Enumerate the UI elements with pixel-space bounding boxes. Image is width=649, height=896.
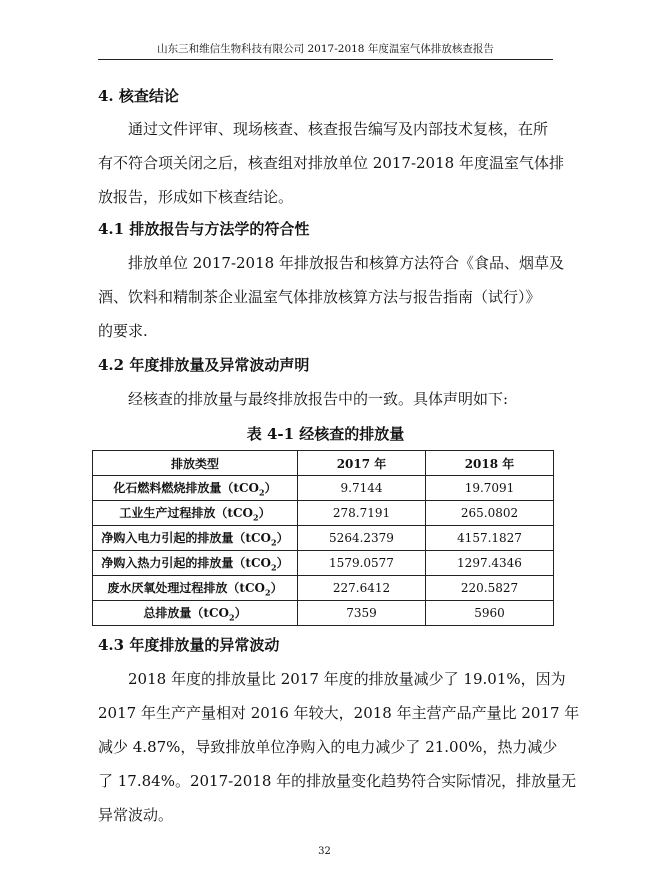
page-number: 32 (318, 846, 331, 857)
section-heading-4-1: 4.1 排放报告与方法学的符合性 (98, 220, 310, 238)
column-header: 排放类型 (93, 451, 298, 476)
row-label: 净购入热力引起的排放量（tCO$_2$） (93, 551, 298, 576)
paragraph-line: 了 17.84%。2017-2018 年的排放量变化趋势符合实际情况，排放量无 (98, 772, 577, 790)
paragraph-line: 减少 4.87%，导致排放单位净购入的电力减少了 21.00%，热力减少 (98, 738, 558, 756)
row-label: 废水厌氧处理过程排放（tCO$_2$） (93, 576, 298, 601)
column-header: 2017 年 (298, 451, 426, 476)
table-header-row (93, 451, 554, 476)
running-header: 山东三和维信生物科技有限公司 2017-2018 年度温室气体排放核查报告 (98, 42, 553, 60)
cell-2018: 19.7091 (426, 476, 554, 501)
row-label: 工业生产过程排放（tCO$_2$） (93, 501, 298, 526)
paragraph-line: 异常波动。 (98, 806, 174, 824)
paragraph-line: 有不符合项关闭之后，核查组对排放单位 2017-2018 年度温室气体排 (98, 154, 564, 172)
column-header: 2018 年 (426, 451, 554, 476)
cell-2017: 9.7144 (298, 476, 426, 501)
row-label: 总排放量（tCO$_2$） (93, 601, 298, 626)
paragraph-line: 排放单位 2017-2018 年排放报告和核算方法符合《食品、烟草及 (128, 254, 564, 272)
row-label: 化石燃料燃烧排放量（tCO$_2$） (93, 476, 298, 501)
emissions-table (92, 450, 554, 626)
table-row (93, 551, 554, 576)
section-heading-4: 4. 核查结论 (98, 87, 179, 105)
cell-2018: 1297.4346 (426, 551, 554, 576)
cell-2017: 7359 (298, 601, 426, 626)
paragraph-line: 酒、饮料和精制茶企业温室气体排放核算方法与报告指南（试行）》 (98, 288, 541, 306)
paragraph-line: 放报告，形成如下核查结论。 (98, 188, 294, 206)
cell-2018: 265.0802 (426, 501, 554, 526)
table-row (93, 501, 554, 526)
table-row (93, 476, 554, 501)
cell-2017: 5264.2379 (298, 526, 426, 551)
paragraph-line: 2018 年度的排放量比 2017 年度的排放量减少了 19.01%，因为 (128, 670, 566, 688)
section-heading-4-3: 4.3 年度排放量的异常波动 (98, 636, 280, 654)
table-row (93, 576, 554, 601)
cell-2017: 227.6412 (298, 576, 426, 601)
paragraph-line: 经核查的排放量与最终排放报告中的一致。具体声明如下: (128, 390, 509, 408)
paragraph-line: 2017 年生产产量相对 2016 年较大，2018 年主营产品产量比 2017 年 (98, 704, 580, 722)
table-caption: 表 4-1 经核查的排放量 (246, 425, 405, 443)
table-row-total (93, 601, 554, 626)
table-row (93, 526, 554, 551)
cell-2018: 5960 (426, 601, 554, 626)
cell-2018: 220.5827 (426, 576, 554, 601)
section-heading-4-2: 4.2 年度排放量及异常波动声明 (98, 356, 310, 374)
paragraph-line: 通过文件评审、现场核查、核查报告编写及内部技术复核，在所 (128, 120, 549, 138)
cell-2017: 1579.0577 (298, 551, 426, 576)
cell-2017: 278.7191 (298, 501, 426, 526)
row-label: 净购入电力引起的排放量（tCO$_2$） (93, 526, 298, 551)
paragraph-line: 的要求. (98, 322, 148, 340)
cell-2018: 4157.1827 (426, 526, 554, 551)
